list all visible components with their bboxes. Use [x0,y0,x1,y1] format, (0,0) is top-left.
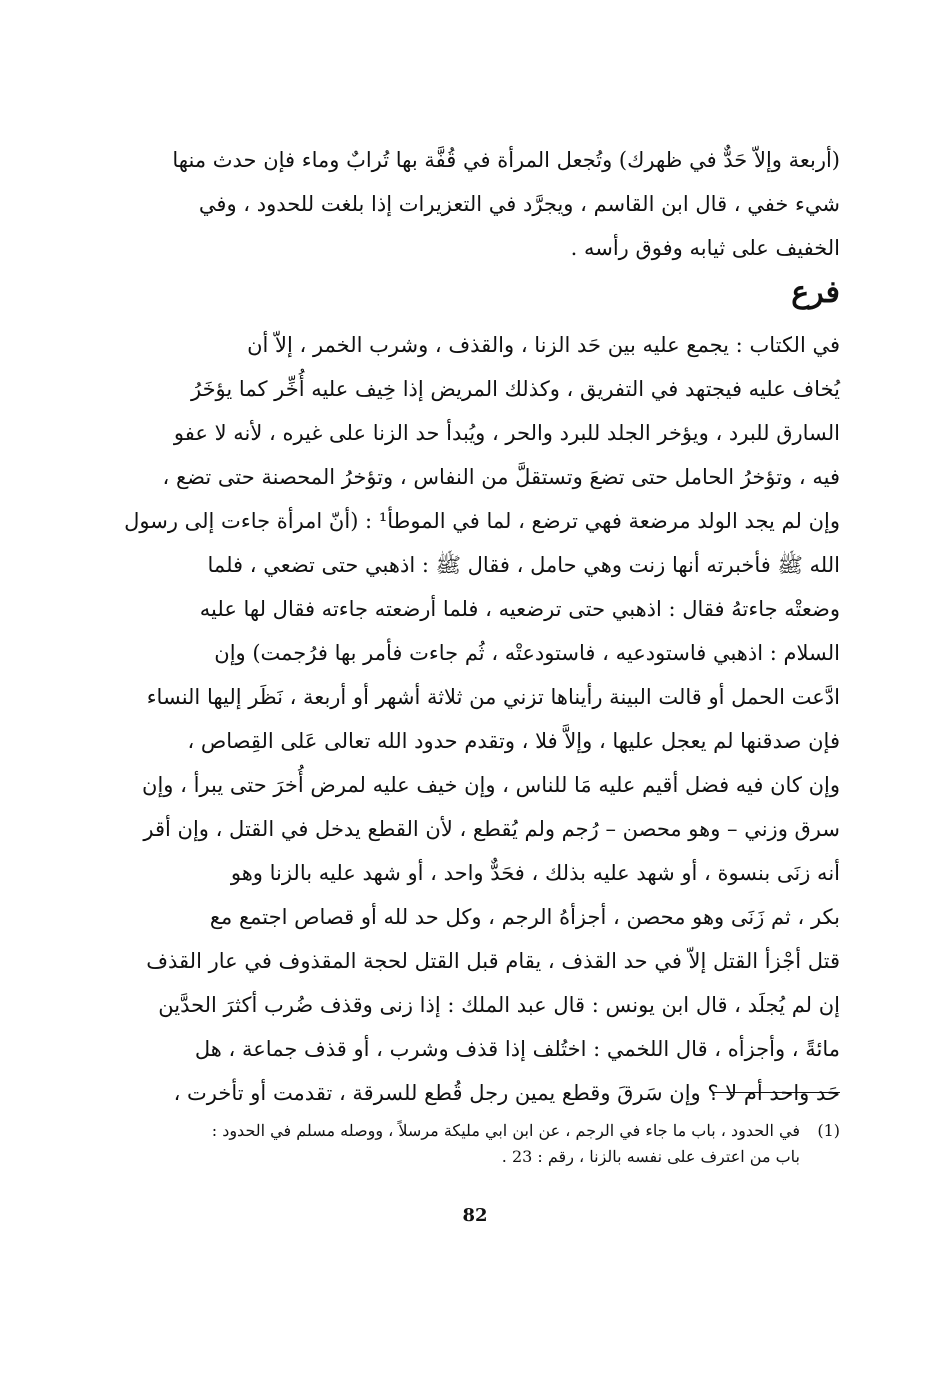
text-line: وضعتْه جاءتهُ فقال : اذهبي حتى ترضعيه ، فلما أرضعته جاءته فقال لها عليه [199,597,840,621]
body-paragraph [124,323,840,1115]
footnote-number: (1) [817,1121,840,1140]
text-line: وإن لم يجد الولد مرضعة فهي ترضع ، لما في الموطأ¹ : (أنّ امرأة جاءت إلى رسول [124,509,840,533]
text-line: السارق للبرد ، ويؤخر الجلد للبرد والحر ، ويُبدأ حد الزنا على غيره ، لأنه لا عفو [173,421,840,445]
footnote [150,1118,840,1170]
text-line: بكر ، ثم زَنَى وهو محصن ، أجزأهُ الرجم ، وكل حد لله أو قصاص اجتمع مع [209,905,840,929]
text-line: مائةً ، وأجزأه ، قال اللخمي : اختُلف إذا قذف وشرب ، أو قذف جماعة ، هل [194,1037,840,1061]
text-line: فإن صدقنها لم يعجل عليها ، وإلاَّ فلا ، وتقدم حدود الله تعالى عَلى القِصاص ، [187,729,840,753]
text-line: فيه ، وتؤخرُ الحامل حتى تضعَ وتستقلَّ من النفاس ، وتؤخرُ المحصنة حتى تضع ، [162,465,840,489]
text-line: الله ﷺ فأخبرته أنها زنت وهي حامل ، فقال ﷺ : اذهبي حتى تضعي ، فلما [207,553,840,577]
footnote-line [150,1118,840,1144]
footnote-line [150,1144,840,1170]
text-line: شيء خفي ، قال ابن القاسم ، ويجرَّد في التعزيرات إذا بلغت للحدود ، وفي [198,192,840,216]
text-line: أنه زنَى بنسوة ، أو شهد عليه بذلك ، فحَدٌّ واحد ، أو شهد عليه بالزنا وهو [230,861,840,885]
footnote-divider [712,1092,840,1093]
section-heading: فرع [791,275,840,310]
text-line: يُخاف عليه فيجتهد في التفريق ، وكذلك المريض إذا خِيف عليه أُخِّر كما يؤخَرُ [190,377,840,401]
footnote-text: في الحدود ، باب ما جاء في الرجم ، عن ابن ابي مليكة مرسلاً ، ووصله مسلم في الحدود : [211,1121,800,1140]
text-line: قتل أجْزأ القتل إلاّ في حد القذف ، يقام قبل القتل لحجة المقذوف في عار القذف [146,949,840,973]
text-line: وإن كان فيه فضل أقيم عليه مَا للناس ، وإن خيف عليه لمرض أُخرَ حتى يبرأ ، وإن [142,773,840,797]
intro-paragraph [150,138,840,270]
text-line: في الكتاب : يجمع عليه بين حَد الزنا ، والقذف ، وشرب الخمر ، إلاّ أن [247,333,840,357]
text-line: الخفيف على ثيابه وفوق رأسه . [570,236,840,260]
text-line: سرق وزني – وهو محصن – رُجم ولم يُقطع ، لأن القطع يدخل في القتل ، وإن أقر [143,817,840,841]
text-line: إن لم يُجلَد ، قال ابن يونس : قال عبد الملك : إذا زنى وقذف ضُرب أكثرَ الحدَّين [158,993,840,1017]
text-line: (أربعة وإلاّ حَدٌّ في ظهرك) وتُجعل المرأة في قُفَّة بها تُرابٌ وماء فإن حدث منها [172,148,840,172]
text-line: ادَّعت الحمل أو قالت البينة رأيناها تزني من ثلاثة أشهر أو أربعة ، نَظَر إليها النساء [146,685,840,709]
footnote-text: باب من اعترف على نفسه بالزنا ، رقم : 23 . [501,1147,800,1166]
page-number: 82 [462,1205,488,1226]
text-line: السلام : اذهبي فاستودعيه ، فاستودعتْه ، ثُم جاءت فأمر بها فرُجمت) وإن [214,641,840,665]
text-line: حَد واحد أم لا ؟ وإن سَرقَ وقطع يمين رجل قُطع للسرقة ، تقدمت أو تأخرت ، [173,1081,840,1105]
